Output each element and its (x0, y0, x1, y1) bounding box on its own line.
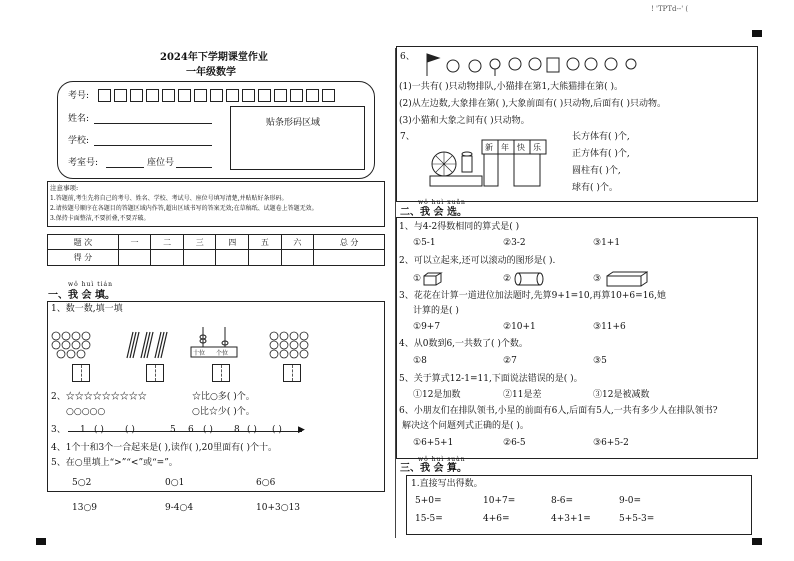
choice-question: 4、从0数到6,一共数了( )个数。 (399, 339, 528, 349)
compare-item[interactable]: 5○2 (72, 478, 92, 488)
score-cell[interactable] (314, 250, 385, 266)
question-1: 1、数一数,填一填 (51, 304, 123, 314)
choice-option[interactable]: ② (503, 274, 512, 284)
q6-line: (2)从左边数,大象排在第( ),大象前面有( )只动物,后面有( )只动物。 (399, 99, 666, 109)
answer-box[interactable] (212, 364, 230, 382)
barcode-label: 贴条形码区域 (266, 118, 321, 128)
number-line-value: 1 (80, 425, 86, 435)
school-label: 学校: (68, 136, 90, 146)
choice-option[interactable]: ③11+6 (593, 322, 626, 332)
block-char: 快 (517, 143, 525, 152)
score-header: 四 (216, 235, 249, 250)
answer-box[interactable] (283, 364, 301, 382)
calc-item[interactable]: 5+0= (415, 496, 442, 506)
question-4: 4、1个十和3个一合起来是( ),读作( ),20里面有( )个十。 (51, 443, 278, 453)
number-line-value: 8 (234, 425, 240, 435)
choice-question: 2、可以立起来,还可以滚动的图形是( ). (399, 256, 556, 266)
barcode-area (230, 106, 365, 170)
choice-option[interactable]: ②6-5 (503, 438, 526, 448)
choice-option[interactable]: ① (413, 274, 422, 284)
number-line-value: ( ) (247, 425, 257, 435)
registration-mark (36, 538, 46, 545)
number-line-value: ( ) (94, 425, 104, 435)
registration-mark (752, 30, 762, 37)
score-cell[interactable] (118, 250, 151, 266)
calc-item[interactable]: 15-5= (415, 514, 443, 524)
score-cell[interactable] (151, 250, 184, 266)
section-title: 二、我 会 选。 (400, 207, 467, 218)
number-line-value: 5 (170, 425, 176, 435)
compare-item[interactable]: 9-4○4 (165, 503, 194, 513)
flowers-icon (266, 330, 316, 360)
score-label: 得 分 (48, 250, 119, 266)
question-2-stars: 2、☆☆☆☆☆☆☆☆☆ (51, 392, 147, 402)
choice-option[interactable]: ③ (593, 274, 602, 284)
calc-item[interactable]: 4+6= (483, 514, 510, 524)
choice-option[interactable]: ①12是加数 (413, 390, 461, 400)
score-header: 总 分 (314, 235, 385, 250)
score-header: 二 (151, 235, 184, 250)
number-line-value: ( ) (125, 425, 135, 435)
compare-item[interactable]: 0○1 (165, 478, 185, 488)
score-cell[interactable] (216, 250, 249, 266)
calc-item[interactable]: 9-0= (619, 496, 642, 506)
choice-option[interactable]: ③6+5-2 (593, 438, 629, 448)
choice-question-cont: 计算的是( ) (413, 306, 459, 316)
pinyin: wǒ huì xuǎn (418, 199, 466, 206)
question-2-circles: ○○○○○ (66, 407, 106, 417)
section-title: 三、我 会 算。 (400, 463, 467, 474)
score-header: 题 次 (48, 235, 119, 250)
choice-option[interactable]: ①9+7 (413, 322, 441, 332)
registration-mark (752, 538, 762, 545)
pinyin: wǒ huì suàn (418, 456, 466, 463)
score-cell[interactable] (281, 250, 314, 266)
question-7: 7、 (400, 132, 415, 142)
choice-option[interactable]: ②10+1 (503, 322, 536, 332)
exam-title: 2024年下学期课堂作业 (160, 52, 268, 63)
choice-question: 5、关于算式12-1=11,下面说法错误的是( )。 (399, 374, 583, 384)
cube-icon (423, 272, 443, 286)
note-item: 2.请按题号顺序在各题目的答题区域内作答,超出区域书写的答案无效;在草稿纸、试题卷上答题无效。 (50, 205, 318, 212)
choice-question: 3、花花在计算一道进位加法题时,先算9+1=10,再算10+6=16,她 (399, 291, 667, 301)
abacus-label: 十位 (193, 350, 206, 357)
exam-subtitle: 一年级数学 (186, 67, 236, 78)
block-char: 年 (501, 143, 509, 152)
shape-count: 长方体有( )个, (572, 132, 630, 142)
compare-item[interactable]: 13○9 (72, 503, 98, 513)
number-line-value: ( ) (203, 425, 213, 435)
score-header: 三 (183, 235, 216, 250)
q6-line: (3)小猫和大象之间有( )只动物。 (399, 116, 530, 126)
sticks-icon (123, 330, 171, 360)
animals-queue-icon (423, 50, 639, 78)
question-5: 5、在○里填上“>”“<”或“=”。 (51, 458, 178, 468)
notes-title: 注意事项: (50, 184, 79, 192)
answer-box[interactable] (72, 364, 90, 382)
seat-label: 座位号 (147, 158, 175, 168)
choice-option[interactable]: ③5 (593, 356, 607, 366)
cuboid-icon (606, 271, 648, 287)
pinyin: wǒ huì tián (68, 281, 113, 288)
calc-item[interactable]: 4+3+1= (551, 514, 591, 524)
question-2-stars-compare: ☆比○多( )个。 (192, 392, 255, 402)
choice-option[interactable]: ①5-1 (413, 238, 436, 248)
choice-question: 6、小朋友们在排队领书,小星的前面有6人,后面有5人,一共有多少人在排队领书? (399, 406, 718, 416)
block-char: 乐 (533, 143, 541, 152)
choice-option[interactable]: ③1+1 (593, 238, 621, 248)
calc-item[interactable]: 8-6= (551, 496, 574, 506)
choice-option[interactable]: ③12是被减数 (593, 390, 650, 400)
seat-field[interactable] (176, 167, 212, 168)
q6-line: (1)一共有( )只动物排队,小猫排在第1,大熊猫排在第( )。 (399, 82, 623, 92)
question-3: 3、 (51, 425, 66, 435)
room-field[interactable] (106, 167, 144, 168)
block-char: 新 (485, 143, 493, 152)
exam-no-label: 考号: (68, 91, 90, 101)
answer-box[interactable] (146, 364, 164, 382)
question-2-circles-compare: ○比☆少( )个。 (192, 407, 255, 417)
choice-option[interactable]: ①8 (413, 356, 427, 366)
calc-item[interactable]: 5+5-3= (619, 514, 655, 524)
score-header: 五 (249, 235, 282, 250)
cylinder-icon (514, 272, 544, 286)
calc-item[interactable]: 10+7= (483, 496, 516, 506)
shape-count: 球有( )个。 (572, 183, 618, 193)
compare-item[interactable]: 6○6 (256, 478, 276, 488)
score-header: 一 (118, 235, 151, 250)
score-cell[interactable] (249, 250, 282, 266)
compare-item[interactable]: 10+3○13 (256, 503, 301, 513)
name-label: 姓名: (68, 114, 90, 124)
flowers-icon (48, 330, 92, 360)
choice-option[interactable]: ②11是差 (503, 390, 542, 400)
number-line-arrow: ▶ (298, 425, 305, 435)
name-field[interactable] (94, 123, 212, 124)
question-6: 6、 (400, 52, 415, 62)
score-table (47, 234, 385, 266)
choice-option[interactable]: ①6+5+1 (413, 438, 454, 448)
number-line-value: 6 (188, 425, 194, 435)
choice-question: 1、与4-2得数相同的算式是( ) (399, 222, 520, 232)
note-item: 3.保持卡面整洁,不要折叠,不要弄破。 (50, 215, 150, 222)
section-title: 一、我 会 填。 (48, 290, 115, 301)
choice-option[interactable]: ②7 (503, 356, 517, 366)
note-item: 1.答题前,考生先将自己的考号、姓名、学校、考试号、座位号填写清楚,并贴贴好条形码。 (50, 195, 288, 202)
room-label: 考室号: (68, 158, 99, 168)
shape-count: 正方体有( )个, (572, 149, 630, 159)
calc-question: 1.直接写出得数。 (411, 479, 483, 489)
abacus-label: 个位 (216, 350, 229, 357)
number-line-value: ( ) (272, 425, 282, 435)
school-field[interactable] (94, 145, 212, 146)
corner-text: ! 'TPTd--' ( (651, 5, 689, 13)
choice-question-cont: 解决这个问题列式正确的是( )。 (402, 421, 529, 431)
score-header: 六 (281, 235, 314, 250)
shape-count: 圆柱有( )个, (572, 166, 621, 176)
score-cell[interactable] (183, 250, 216, 266)
choice-option[interactable]: ②3-2 (503, 238, 526, 248)
